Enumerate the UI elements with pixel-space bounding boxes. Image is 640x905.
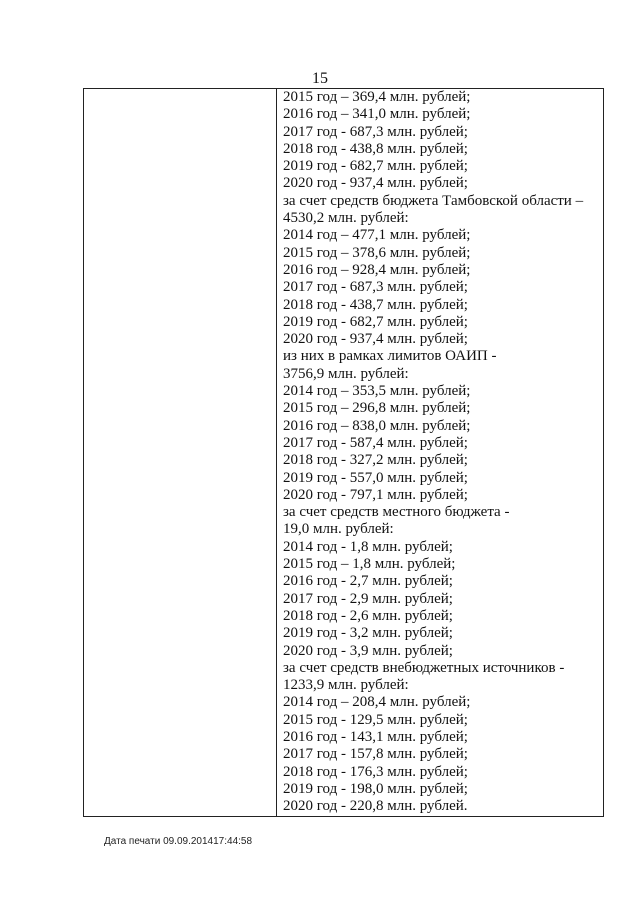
text-line: 2015 год – 1,8 млн. рублей;: [283, 556, 456, 573]
text-line: 2016 год – 928,4 млн. рублей;: [283, 261, 471, 278]
text-line: за счет средств бюджета Тамбовской области –: [283, 192, 584, 209]
print-date-footer: Дата печати 09.09.201417:44:58: [104, 836, 253, 847]
text-line: 2020 год - 937,4 млн. рублей;: [283, 331, 468, 348]
text-line: 2019 год - 557,0 млн. рублей;: [283, 469, 468, 486]
text-line: за счет средств внебюджетных источников -: [283, 659, 565, 676]
text-line: 2014 год – 477,1 млн. рублей;: [283, 227, 471, 244]
text-line: за счет средств местного бюджета -: [283, 504, 510, 521]
text-line: 2018 год - 327,2 млн. рублей;: [283, 452, 468, 469]
text-line: 2019 год - 682,7 млн. рублей;: [283, 158, 468, 175]
text-line: 2018 год - 2,6 млн. рублей;: [283, 607, 453, 624]
text-line: 2017 год - 687,3 млн. рублей;: [283, 279, 468, 296]
text-line: 2014 год – 353,5 млн. рублей;: [283, 383, 471, 400]
text-line: 2014 год - 1,8 млн. рублей;: [283, 538, 453, 555]
text-line: 2020 год - 797,1 млн. рублей;: [283, 486, 468, 503]
text-line: 2015 год – 378,6 млн. рублей;: [283, 244, 471, 261]
text-line: 3756,9 млн. рублей:: [283, 365, 409, 382]
text-line: 2016 год - 2,7 млн. рублей;: [283, 573, 453, 590]
text-line: 2019 год - 198,0 млн. рублей;: [283, 780, 468, 797]
text-line: 1233,9 млн. рублей:: [283, 677, 409, 694]
text-line: 2020 год - 3,9 млн. рублей;: [283, 642, 453, 659]
financing-table: [83, 88, 604, 817]
text-line: 2017 год - 587,4 млн. рублей;: [283, 434, 468, 451]
text-line: 2014 год – 208,4 млн. рублей;: [283, 694, 471, 711]
financing-text-cell: [283, 89, 597, 815]
text-line: 19,0 млн. рублей:: [283, 521, 394, 538]
text-line: 2020 год - 220,8 млн. рублей.: [283, 798, 468, 815]
text-line: 2016 год - 143,1 млн. рублей;: [283, 728, 468, 745]
text-line: 4530,2 млн. рублей:: [283, 210, 409, 227]
text-line: 2015 год – 296,8 млн. рублей;: [283, 400, 471, 417]
text-line: 2017 год - 157,8 млн. рублей;: [283, 746, 468, 763]
text-line: 2019 год - 3,2 млн. рублей;: [283, 625, 453, 642]
page-number: 15: [312, 70, 328, 87]
column-divider: [276, 89, 277, 816]
text-line: 2015 год - 129,5 млн. рублей;: [283, 711, 468, 728]
text-line: 2018 год - 438,7 млн. рублей;: [283, 296, 468, 313]
text-line: 2016 год – 341,0 млн. рублей;: [283, 106, 471, 123]
text-line: 2015 год – 369,4 млн. рублей;: [283, 89, 471, 105]
text-line: 2017 год - 687,3 млн. рублей;: [283, 123, 468, 140]
text-line: 2016 год – 838,0 млн. рублей;: [283, 417, 471, 434]
text-line: 2018 год - 176,3 млн. рублей;: [283, 763, 468, 780]
text-line: 2019 год - 682,7 млн. рублей;: [283, 313, 468, 330]
text-line: 2018 год - 438,8 млн. рублей;: [283, 140, 468, 157]
text-line: 2017 год - 2,9 млн. рублей;: [283, 590, 453, 607]
text-line: из них в рамках лимитов ОАИП -: [283, 348, 497, 365]
text-line: 2020 год - 937,4 млн. рублей;: [283, 175, 468, 192]
